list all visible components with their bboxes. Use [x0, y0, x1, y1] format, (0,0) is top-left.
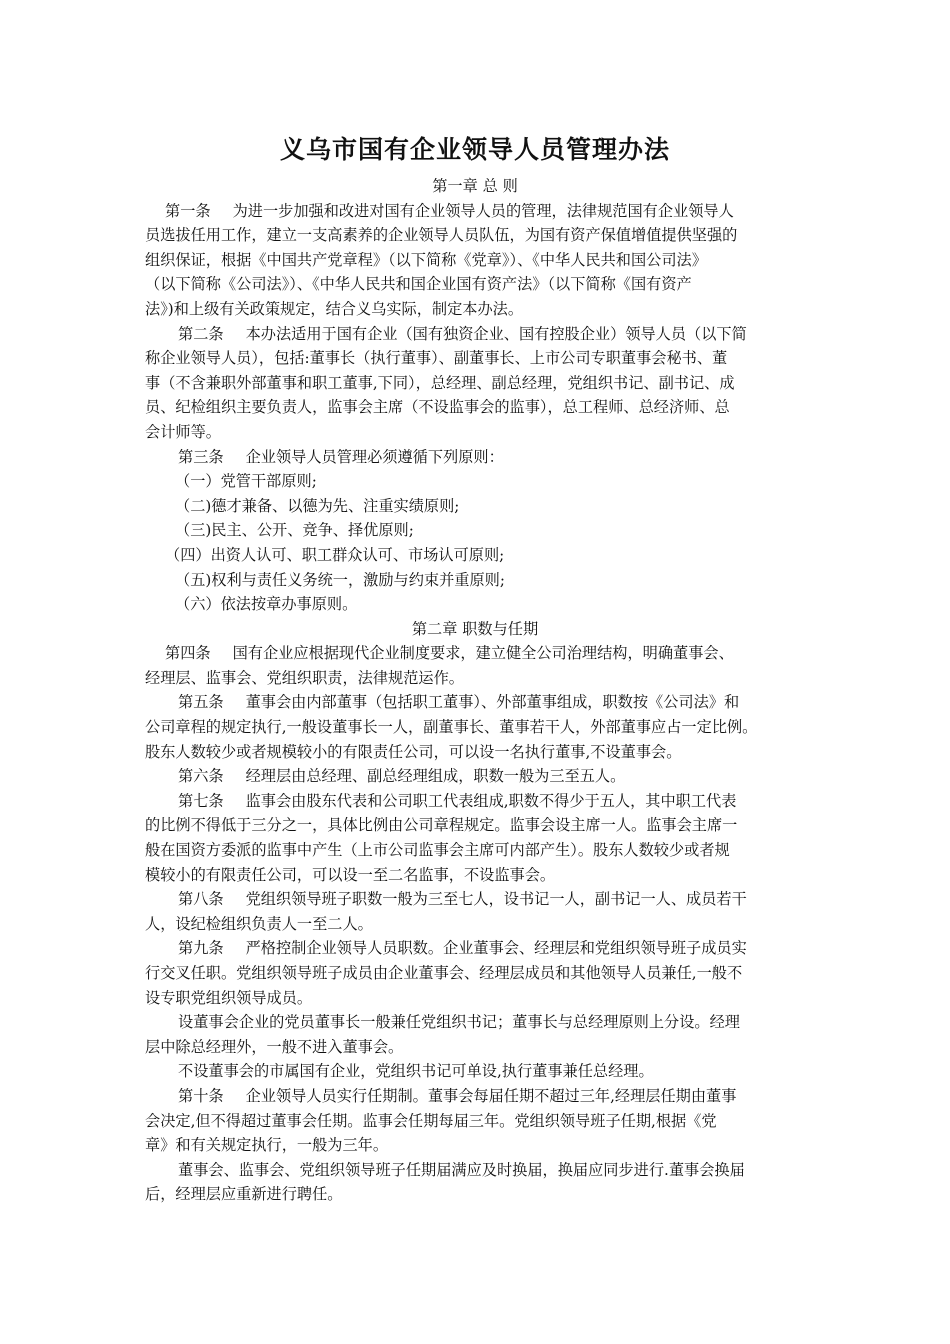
article-label: 第二条 — [178, 324, 224, 343]
line-text: 法》)和上级有关政策规定，结合义乌实际，制定本办法。 — [145, 299, 524, 318]
article-10-line — [145, 1133, 805, 1158]
article-label: 第六条 — [178, 767, 224, 786]
article-2-line — [145, 420, 805, 445]
line-text: （一）党管干部原则; — [175, 472, 317, 491]
article-8-line — [145, 912, 805, 937]
principle-item — [145, 592, 805, 617]
line-text: （五)权利与责任义务统一，激励与约束并重原则; — [175, 570, 505, 589]
line-text: 本办法适用于国有企业（国有独资企业、国有控股企业）领导人员（以下简 — [245, 324, 747, 343]
chapter-heading — [145, 617, 805, 642]
line-text: 设董事会企业的党员董事长一般兼任党组织书记；董事长与总经理原则上分设。经理 — [178, 1013, 740, 1032]
line-text: 会决定,但不得超过董事会任期。监事会任期每届三年。党组织领导班子任期,根据《党 — [145, 1111, 717, 1130]
article-label: 第五条 — [178, 693, 224, 712]
line-text: 的比例不得低于三分之一，具体比例由公司章程规定。监事会设主席一人。监事会主席一 — [145, 816, 738, 835]
article-label: 第九条 — [178, 939, 224, 958]
line-text: 会计师等。 — [145, 422, 221, 441]
article-7-line — [145, 863, 805, 888]
line-text: 第一章 总 则 — [432, 177, 518, 195]
line-text: （以下简称《公司法》）、《中华人民共和国企业国有资产法》（以下简称《国有资产 — [145, 275, 692, 294]
article-label: 第四条 — [165, 644, 211, 663]
line-text: 国有企业应根据现代企业制度要求，建立健全公司治理结构，明确董事会、 — [232, 644, 734, 663]
article-7-line — [145, 838, 805, 863]
principle-item — [145, 568, 805, 593]
principle-item — [145, 518, 805, 543]
line-text: （二)德才兼备、以德为先、注重实绩原则; — [175, 496, 460, 515]
article-5-line — [145, 715, 805, 740]
article-2-line — [145, 322, 805, 347]
article-5-line — [145, 740, 805, 765]
line-text: 企业领导人员实行任期制。董事会每届任期不超过三年,经理层任期由董事 — [245, 1086, 737, 1105]
article-9-line — [145, 936, 805, 961]
article-1-line — [145, 199, 805, 224]
article-2-line — [145, 346, 805, 371]
article-4-line — [145, 641, 805, 666]
article-9-line — [145, 1059, 805, 1084]
article-7-line — [145, 813, 805, 838]
article-9-line — [145, 1010, 805, 1035]
article-9-line — [145, 986, 805, 1011]
principle-item — [145, 469, 805, 494]
line-text: 设专职党组织领导成员。 — [145, 988, 313, 1007]
line-text: （四）出资人认可、职工群众认可、市场认可原则; — [165, 545, 505, 564]
document-title: 义乌市国有企业领导人员管理办法 — [279, 135, 670, 164]
line-text: 公司章程的规定执行,一般设董事长一人，副董事长、董事若干人，外部董事应占一定比例。 — [145, 718, 758, 737]
article-9-line — [145, 1035, 805, 1060]
article-1-line — [145, 248, 805, 273]
line-text: 为进一步加强和改进对国有企业领导人员的管理，法律规范国有企业领导人 — [232, 201, 734, 220]
principle-item — [145, 494, 805, 519]
line-text: 行交叉任职。党组织领导班子成员由企业董事会、经理层成员和其他领导人员兼任,一般不 — [145, 964, 743, 982]
article-10-line — [145, 1158, 805, 1183]
article-10-line — [145, 1084, 805, 1109]
line-text: 董事会、监事会、党组织领导班子任期届满应及时换届，换届应同步进行.董事会换届 — [178, 1160, 745, 1179]
line-text: 人，设纪检组织负责人一至二人。 — [145, 914, 373, 933]
article-4-line — [145, 666, 805, 691]
line-text: 层中除总经理外，一般不进入董事会。 — [145, 1037, 404, 1056]
line-text: 员、纪检组织主要负责人，监事会主席（不设监事会的监事），总工程师、总经济师、总 — [145, 398, 730, 417]
chapter-heading — [145, 174, 805, 199]
article-label: 第一条 — [165, 201, 211, 220]
line-text: （六）依法按章办事原则。 — [175, 595, 358, 614]
article-9-line — [145, 961, 805, 986]
principle-item — [145, 543, 805, 568]
article-10-line — [145, 1109, 805, 1134]
article-label: 第十条 — [178, 1086, 224, 1105]
article-1-line — [145, 223, 805, 248]
line-text: 董事会由内部董事（包括职工董事）、外部董事组成，职数按《公司法》和 — [245, 693, 740, 712]
article-label: 第三条 — [178, 447, 224, 466]
article-2-line — [145, 395, 805, 420]
article-7-line — [145, 789, 805, 814]
article-1-line — [145, 272, 805, 297]
line-text: 不设董事会的市属国有企业，党组织书记可单设,执行董事兼任总经理。 — [178, 1062, 654, 1081]
document-body — [145, 174, 805, 1207]
article-6-line — [145, 764, 805, 789]
line-text: 员选拔任用工作，建立一支高素养的企业领导人员队伍，为国有资产保值增值提供坚强的 — [145, 226, 738, 245]
line-text: 般在国资方委派的监事中产生（上市公司监事会主席可内部产生）。股东人数较少或者规 — [145, 841, 730, 860]
line-text: 股东人数较少或者规模较小的有限责任公司，可以设一名执行董事,不设董事会。 — [145, 742, 682, 761]
line-text: 严格控制企业领导人员职数。企业董事会、经理层和党组织领导班子成员实 — [245, 939, 747, 958]
article-8-line — [145, 887, 805, 912]
line-text: 章》和有关规定执行，一般为三年。 — [145, 1136, 388, 1155]
line-text: 党组织领导班子职数一般为三至七人，设书记一人，副书记一人、成员若干 — [245, 890, 747, 909]
article-3-line — [145, 445, 805, 470]
article-5-line — [145, 690, 805, 715]
line-text: 后，经理层应重新进行聘任。 — [145, 1185, 343, 1204]
article-label: 第七条 — [178, 791, 224, 810]
line-text: 事（不含兼职外部董事和职工董事,下同），总经理、副总经理，党组织书记、副书记、成 — [145, 373, 735, 392]
line-text: 组织保证，根据《中国共产党章程》（以下简称《党章》）、《中华人民共和国公司法》 — [145, 250, 707, 269]
article-1-line — [145, 297, 805, 322]
article-10-line — [145, 1182, 805, 1207]
line-text: （三)民主、公开、竞争、择优原则; — [175, 521, 414, 540]
line-text: 称企业领导人员），包括:董事长（执行董事）、副董事长、上市公司专职董事会秘书、董 — [145, 349, 728, 368]
article-2-line — [145, 371, 805, 396]
line-text: 经理层由总经理、副总经理组成，职数一般为三至五人。 — [245, 767, 626, 786]
line-text: 企业领导人员管理必须遵循下列原则： — [245, 447, 504, 466]
line-text: 第二章 职数与任期 — [411, 619, 539, 638]
line-text: 监事会由股东代表和公司职工代表组成,职数不得少于五人，其中职工代表 — [245, 791, 737, 810]
article-label: 第八条 — [178, 890, 224, 909]
line-text: 模较小的有限责任公司，可以设一至二名监事，不设监事会。 — [145, 865, 556, 884]
line-text: 经理层、监事会、党组织职责，法律规范运作。 — [145, 668, 464, 687]
